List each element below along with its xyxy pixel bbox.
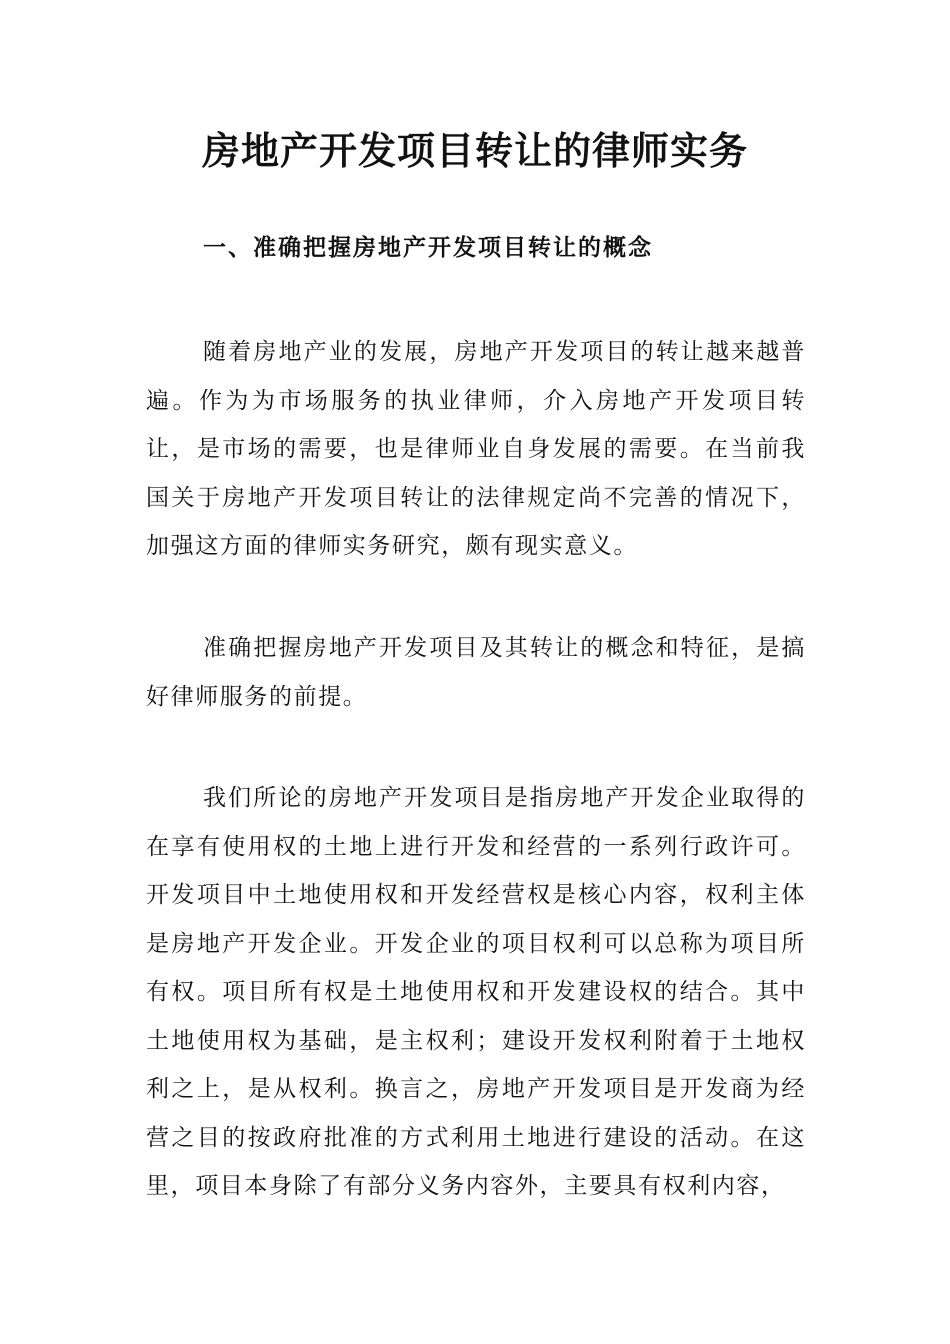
section-heading: 一、准确把握房地产开发项目转让的概念 <box>203 234 653 261</box>
paragraph-1: 随着房地产业的发展，房地产开发项目的转让越来越普遍。作为为市场服务的执业律师，介入房地产开发项目转让，是市场的需要，也是律师业自身发展的需要。在当前我国关于房地产开发项目转让的法律规定尚不完善的情况下，加强这方面的律师实务研究，颇有现实意义。 <box>146 339 806 559</box>
paragraph-2: 准确把握房地产开发项目及其转让的概念和特征，是搞好律师服务的前提。 <box>146 635 806 710</box>
document-title: 房地产开发项目转让的律师实务 <box>201 129 748 173</box>
paragraph-3: 我们所论的房地产开发项目是指房地产开发企业取得的在享有使用权的土地上进行开发和经营的一系列行政许可。开发项目中土地使用权和开发经营权是核心内容，权利主体是房地产开发企业。开发企业的项目权利可以总称为项目所有权。项目所有权是土地使用权和开发建设权的结合。其中土地使用权为基础，是主权利；建设开发权利附着于土地权利之上，是从权利。换言之，房地产开发项目是开发商为经营之目的按政府批准的方式利用土地进行建设的活动。在这里，项目本身除了有部分义务内容外，主要具有权利内容， <box>146 785 806 1199</box>
